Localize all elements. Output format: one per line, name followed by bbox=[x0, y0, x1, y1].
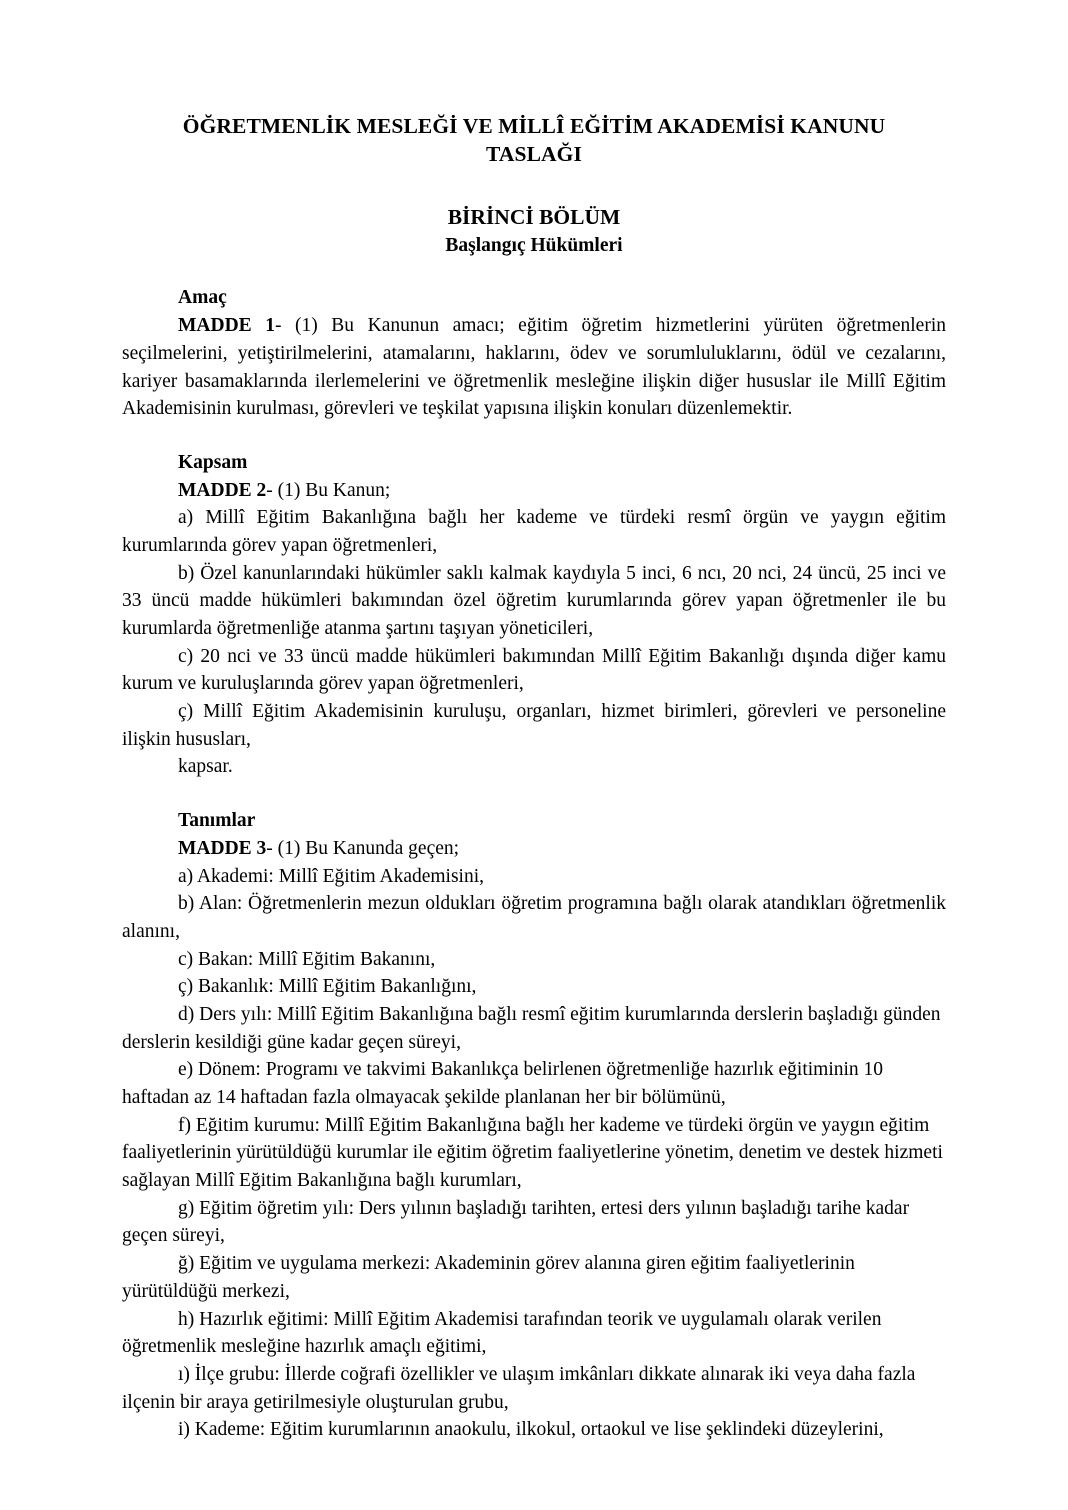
paragraph bbox=[122, 477, 946, 505]
paragraph-text: i) Kademe: Eğitim kurumlarının anaokulu, ilkokul, ortaokul ve lise şeklindeki düzeylerini, bbox=[178, 1419, 884, 1441]
paragraph bbox=[122, 835, 946, 863]
paragraph bbox=[122, 973, 946, 1001]
section-label: Tanımlar bbox=[178, 810, 256, 832]
paragraph bbox=[122, 698, 946, 753]
paragraph bbox=[122, 1195, 946, 1250]
paragraph-text: d) Ders yılı: Millî Eğitim Bakanlığına bağlı resmî eğitim kurumlarında derslerin başladığı günden derslerin kesildiği güne kadar geçen süreyi, bbox=[122, 1003, 941, 1053]
paragraph-text: c) Bakan: Millî Eğitim Bakanını, bbox=[178, 948, 436, 970]
paragraph-text: ı) İlçe grubu: İllerde coğrafi özellikler ve ulaşım imkânları dikkate alınarak iki veya daha fazla ilçenin bir araya getirilmesiyle oluşturulan grubu, bbox=[122, 1363, 916, 1413]
page-title-line-1: ÖĞRETMENLİK MESLEĞİ VE MİLLÎ EĞİTİM AKADEMİSİ KANUNU bbox=[182, 114, 886, 138]
paragraph-text: a) Millî Eğitim Bakanlığına bağlı her kademe ve türdeki resmî örgün ve yaygın eğitim kurumlarında görev yapan öğretmenleri, bbox=[122, 507, 946, 556]
page-title bbox=[140, 112, 928, 169]
page-title-line-2: TASLAĞI bbox=[486, 142, 582, 167]
section-tanimlar bbox=[122, 807, 946, 1444]
chapter-heading: BİRİNCİ BÖLÜM bbox=[447, 204, 621, 229]
paragraph bbox=[122, 1250, 946, 1305]
paragraph bbox=[122, 1416, 946, 1444]
paragraph-text: c) 20 nci ve 33 üncü madde hükümleri bakımından Millî Eğitim Bakanlığı dışında diğer kamu kurum ve kuruluşlarında görev yapan öğretmenleri, bbox=[122, 645, 946, 695]
paragraph-text: ğ) Eğitim ve uygulama merkezi: Akademinin görev alanına giren eğitim faaliyetlerinin yürütüldüğü merkezi, bbox=[122, 1253, 855, 1302]
section-amac bbox=[122, 284, 946, 422]
paragraph bbox=[122, 312, 946, 423]
madde-number: MADDE 2 bbox=[178, 479, 267, 501]
paragraph bbox=[122, 1001, 946, 1056]
paragraph-text: kapsar. bbox=[178, 756, 233, 778]
paragraph-text: - (1) Bu Kanun; bbox=[266, 479, 391, 501]
paragraph bbox=[122, 1361, 946, 1416]
paragraph-text: h) Hazırlık eğitimi: Millî Eğitim Akademisi tarafından teorik ve uygulamalı olarak verilen öğretmenlik mesleğine hazırlık amaçlı eğitimi, bbox=[122, 1308, 882, 1358]
paragraph-text: ç) Millî Eğitim Akademisinin kuruluşu, organları, hizmet birimleri, görevleri ve personeline ilişkin hususları, bbox=[122, 701, 946, 750]
paragraph bbox=[122, 1056, 946, 1111]
paragraph-text: e) Dönem: Programı ve takvimi Bakanlıkça belirlenen öğretmenliğe hazırlık eğitiminin 10 haftadan az 14 haftadan fazla olmayacak şekilde planlanan her bir bölümünü, bbox=[122, 1059, 884, 1109]
paragraph-text: b) Alan: Öğretmenlerin mezun oldukları öğretim programına bağlı olarak atandıkları öğretmenlik alanını, bbox=[122, 893, 946, 942]
section-label: Amaç bbox=[178, 287, 227, 309]
chapter-subheading: Başlangıç Hükümleri bbox=[445, 235, 623, 257]
section-label: Kapsam bbox=[178, 451, 248, 473]
madde-number: MADDE 1 bbox=[178, 315, 275, 337]
madde-number: MADDE 3 bbox=[178, 837, 267, 859]
paragraph-text: a) Akademi: Millî Eğitim Akademisini, bbox=[178, 865, 485, 887]
paragraph-text: b) Özel kanunlarındaki hükümler saklı kalmak kaydıyla 5 inci, 6 ncı, 20 nci, 24 üncü, 25 inci ve 33 üncü madde hükümleri bakımından özel öğretim kurumlarında görev yapan öğretmenler ile bu kurumlarda öğretmenliğe atanma şartını taşıyan yöneticileri, bbox=[122, 562, 946, 640]
paragraph bbox=[122, 946, 946, 974]
paragraph-text: - (1) Bu Kanunun amacı; eğitim öğretim hizmetlerini yürüten öğretmenlerin seçilmelerini, yetiştirilmelerini, atamalarını, haklarını, ödev ve sorumluluklarını, ödül ve cezalarını, kariyer basamaklarında ilerlemelerini ve öğretmenlik mesleğine ilişkin diğer hususlar ile Millî Eğitim Akademisinin kurulması, görevleri ve teşkilat yapısına ilişkin konuları düzenlemektir. bbox=[122, 315, 946, 420]
paragraph bbox=[122, 504, 946, 559]
paragraph bbox=[122, 1112, 946, 1195]
paragraph bbox=[122, 753, 946, 781]
paragraph bbox=[122, 560, 946, 643]
paragraph bbox=[122, 643, 946, 698]
paragraph-text: ç) Bakanlık: Millî Eğitim Bakanlığını, bbox=[178, 976, 477, 998]
paragraph bbox=[122, 890, 946, 945]
paragraph-text: f) Eğitim kurumu: Millî Eğitim Bakanlığına bağlı her kademe ve türdeki örgün ve yaygın eğitim faaliyetlerinin yürütüldüğü kurumlar ile eğitim öğretim faaliyetlerine yönetim, denetim ve destek hizmeti sağlayan Millî Eğitim Bakanlığına bağlı kurumları, bbox=[122, 1114, 943, 1192]
paragraph bbox=[122, 863, 946, 891]
section-kapsam bbox=[122, 449, 946, 781]
paragraph bbox=[122, 1306, 946, 1361]
paragraph-text: g) Eğitim öğretim yılı: Ders yılının başladığı tarihten, ertesi ders yılının başladığı tarihe kadar geçen süreyi, bbox=[122, 1197, 910, 1247]
paragraph-text: - (1) Bu Kanunda geçen; bbox=[266, 837, 460, 859]
